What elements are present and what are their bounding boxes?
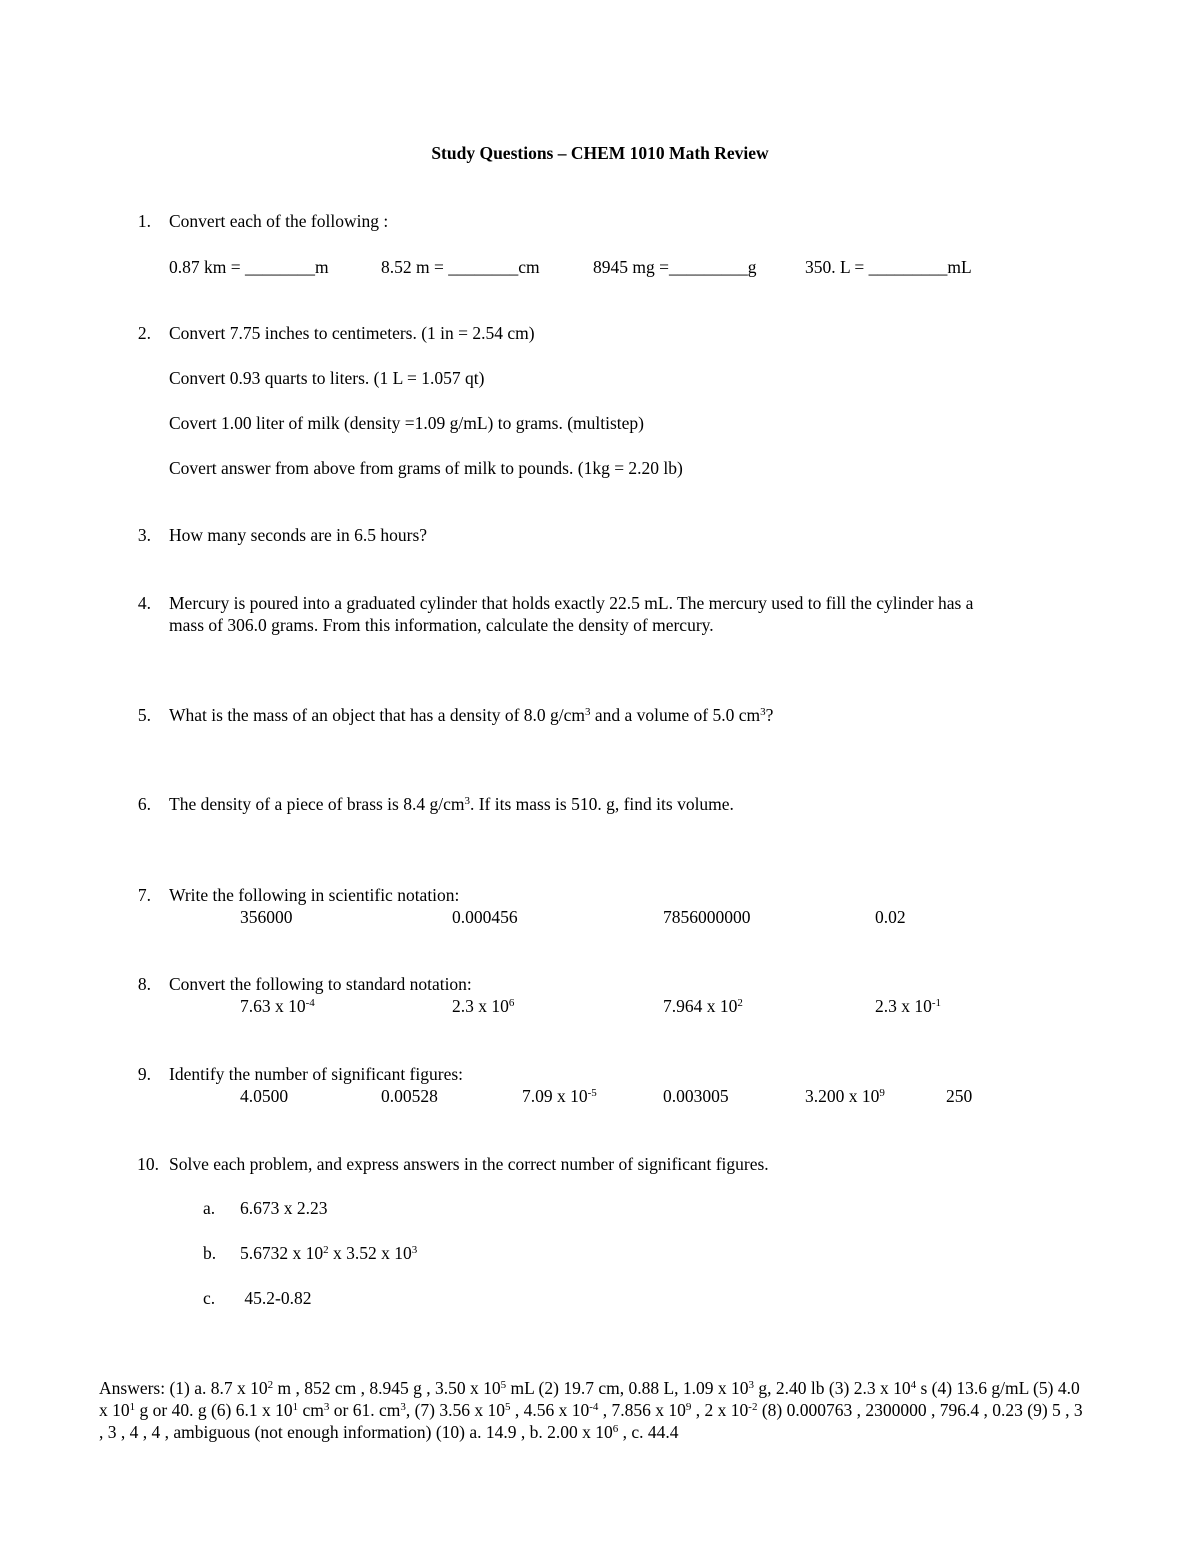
- question-number: 7.: [137, 885, 151, 905]
- sigfig-item: 0.00528: [381, 1086, 438, 1106]
- conversion-item: 0.87 km = ________m: [169, 257, 329, 277]
- question-number: 2.: [137, 323, 151, 343]
- question-number: 3.: [137, 525, 151, 545]
- question-number: 8.: [137, 974, 151, 994]
- notation-item: 7.63 x $10^{-4}$: [240, 996, 315, 1016]
- sigfig-item: 0.003005: [663, 1086, 729, 1106]
- sigfig-item: 250: [946, 1086, 973, 1106]
- sigfig-item: 7.09 x $10^{-5}$: [522, 1086, 597, 1106]
- sigfig-item: 4.0500: [240, 1086, 289, 1106]
- conversion-item: 350. L = _________mL: [805, 257, 972, 277]
- sigfig-item: 3.200 x $10^9$: [805, 1086, 885, 1106]
- conversion-item: 8945 mg =_________g: [593, 257, 757, 277]
- notation-item: 2.3 x $10^6$: [452, 996, 515, 1016]
- question-line: Convert 0.93 quarts to liters. (1 L = 1.057 qt): [169, 368, 485, 388]
- notation-item: 2.3 x $10^{-1}$: [875, 996, 942, 1016]
- page-title: Study Questions – CHEM 1010 Math Review: [431, 143, 769, 163]
- notation-item: 0.02: [875, 907, 906, 927]
- question-number: 9.: [137, 1064, 151, 1084]
- question-text: Convert the following to standard notation:: [169, 974, 472, 994]
- question-number: 10.: [137, 1154, 159, 1174]
- question-line: Mercury is poured into a graduated cylinder that holds exactly 22.5 mL. The mercury used to fill the cylinder has a: [169, 593, 974, 613]
- question-line: Covert 1.00 liter of milk (density =1.09 g/mL) to grams. (multistep): [169, 413, 645, 433]
- notation-item: 7.964 x $10^2$: [663, 996, 743, 1016]
- answer-key: Answers: (1) a. 8.7 x $10^2$ m , 852 cm , 8.945 g , 3.50 x $10^5$ mL (2) 19.7 cm, 0.88 L, 1.09 x $10^3$ g, 2.40 lb (3) 2.3 x $10^4$ s (4) 13.6 g/mL (5) 4.0 x $10^1$ g or 40. g (6) 6.1 x $10^1$ $cm^3$ or 61. $cm^3$, (7) 3.56 x $10^5$ , 4.56 x $10^{-4}$ , 7.856 x $10^9$ , 2 x $10^{-2}$ (8) 0.000763 , 2300000 , 796.4 , 0.23 (9) 5 , 3 , 3 , 4 , 4 , ambiguous (not enough information) (10) a. 14.9 , b. 2.00 x $10^6$ , c. 44.4: [99, 1378, 1083, 1442]
- question-text: Convert each of the following :: [169, 211, 389, 231]
- part-expression: 5.6732 x $10^2$ x 3.52 x $10^3$: [240, 1243, 418, 1263]
- part-expression: 45.2-0.82: [240, 1288, 312, 1308]
- notation-item: 0.000456: [452, 907, 518, 927]
- notation-item: 356000: [240, 907, 293, 927]
- part-label: a.: [203, 1198, 216, 1218]
- question-number: 5.: [137, 705, 151, 725]
- question-number: 4.: [137, 593, 151, 613]
- notation-item: 7856000000: [663, 907, 751, 927]
- question-line: Covert answer from above from grams of milk to pounds. (1kg = 2.20 lb): [169, 458, 683, 478]
- part-expression: 6.673 x 2.23: [240, 1198, 328, 1218]
- question-number: 6.: [137, 794, 151, 814]
- part-label: c.: [203, 1288, 216, 1308]
- question-text: What is the mass of an object that has a density of 8.0 $g/cm^3$ and a volume of 5.0 $cm^3$?: [169, 705, 774, 725]
- question-text: The density of a piece of brass is 8.4 $g/cm^3$. If its mass is 510. g, find its volume.: [169, 794, 734, 814]
- question-text: Write the following in scientific notation:: [169, 885, 460, 905]
- question-number: 1.: [137, 211, 151, 231]
- part-label: b.: [203, 1243, 217, 1263]
- question-line: Convert 7.75 inches to centimeters. (1 in = 2.54 cm): [169, 323, 535, 343]
- conversion-item: 8.52 m = ________cm: [381, 257, 540, 277]
- question-text: Solve each problem, and express answers in the correct number of significant figures.: [169, 1154, 769, 1174]
- question-text: How many seconds are in 6.5 hours?: [169, 525, 428, 545]
- question-line: mass of 306.0 grams. From this information, calculate the density of mercury.: [169, 615, 714, 635]
- question-text: Identify the number of significant figures:: [169, 1064, 464, 1084]
